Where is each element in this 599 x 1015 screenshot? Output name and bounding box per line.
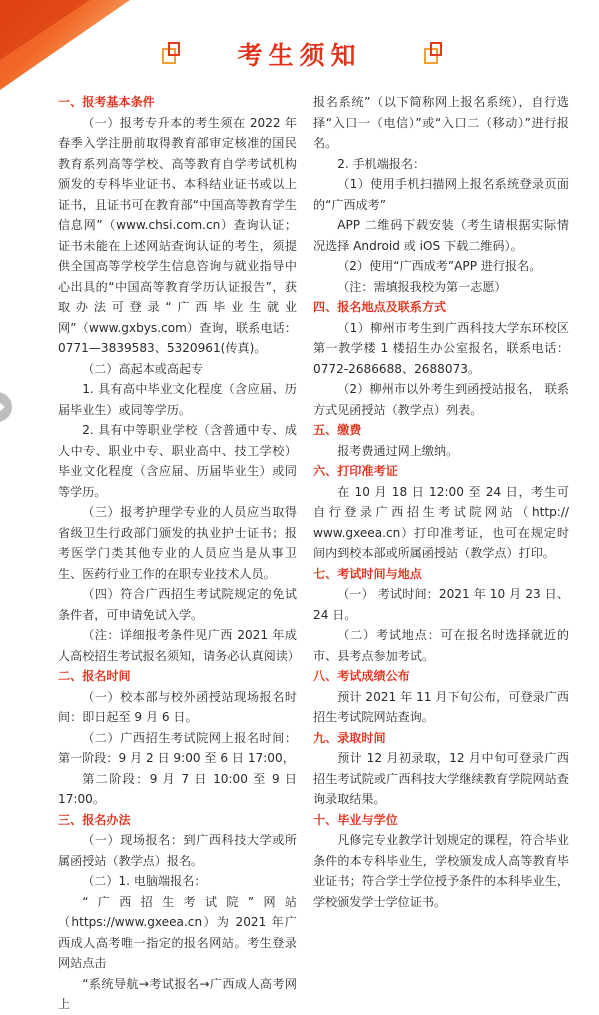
paragraph: 报名系统”（以下简称网上报名系统），自行选择“入口一（电信）”或“入口二（移动）”进行报名。 <box>313 95 569 150</box>
paragraph: （1）柳州市考生到广西科技大学东环校区第一教学楼 1 楼招生办公室报名，联系电话：0772-2686688、2688073。 <box>313 320 569 376</box>
paragraph: （四）符合广西招生考试院规定的免试条件者，可申请免试入学。 <box>58 587 297 622</box>
paragraph: 在 10 月 18 日 12:00 至 24 日，考生可自行登录广西招生考试院网站（http:// www.gxeea.cn）打印准考证，也可在规定时间内到校本部或所属函授站（教学点）打印。 <box>313 484 569 560</box>
paragraph: “广西招生考试院”网站（https://www.gxeea.cn）为 2021 年广西成人高考唯一指定的报名网站。考生登录网站点击 <box>58 894 297 970</box>
paragraph: （1）使用手机扫描网上报名系统登录页面的“广西成考” <box>313 177 569 212</box>
paragraph: 2. 手机端报名： <box>337 156 426 171</box>
paragraph: （一）现场报名：到广西科技大学或所属函授站（教学点）报名。 <box>58 833 297 868</box>
paragraph: （一）校本部与校外函授站现场报名时间：即日起至 9 月 6 日。 <box>58 689 297 724</box>
page-turn-tab[interactable] <box>0 392 12 422</box>
paragraph: （二）考试地点：可在报名时选择就近的市、县考点参加考试。 <box>313 628 569 663</box>
paragraph: 报考费通过网上缴纳。 <box>337 443 459 458</box>
paragraph: 预计 12 月初录取，12 月中旬可登录广西招生考试院或广西科技大学继续教育学院网站查询录取结果。 <box>313 751 569 806</box>
section-heading: 十、毕业与学位 <box>313 812 398 827</box>
section-heading: 六、打印准考证 <box>313 464 398 478</box>
section-heading: 五、缴费 <box>313 423 362 437</box>
section-heading: 八、考试成绩公布 <box>313 669 410 683</box>
paragraph: APP 二维码下载安装（考生请根据实际情况选择 Android 或 iOS 下载二维码）。 <box>313 218 569 253</box>
paragraph: 凡修完专业教学计划规定的课程，符合毕业条件的本专科毕业生，学校颁发成人高等教育毕业证书；符合学士学位授予条件的本科毕业生，学校颁发学士学位证书。 <box>313 833 569 909</box>
section-heading: 三、报名办法 <box>58 812 131 827</box>
paragraph: （一）报考专升本的考生须在 2022 年春季入学注册前取得教育部审定核准的国民教育系列高等学校、高等教育自学考试机构颁发的专科毕业证书、本科结业证书或以上证书，且证书可在教育部“中国高等教育学生信息网”（www.chsi.com.cn）查询认证；证书未能在上述网站查询认证的考生，须提供全国高等学校学生信息咨询与就业指导中心出具的“中国高等教育学历认证报告”，获取办法可登录“广西毕业生就业网”（www.gxbys.com）查询，联系电话：0771—3839583、5320961(传真)。 <box>58 115 297 355</box>
paragraph: （一） 考试时间：2021 年 10 月 23 日、24 日。 <box>313 587 569 622</box>
paragraph: 第二阶段：9 月 7 日 10:00 至 9 日 17:00。 <box>58 771 297 806</box>
left-column <box>58 92 300 1015</box>
page-title: 考生须知 <box>237 41 362 70</box>
paragraph: 1. 具有高中毕业文化程度（含应届、历届毕业生）或同等学历。 <box>58 382 297 417</box>
paragraph: 2. 具有中等职业学校（含普通中专、成人中专、职业中专、职业高中、技工学校） 毕业文化程度（含应届、历届毕业生）或同等学历。 <box>58 423 297 499</box>
paragraph: （注：详细报考条件见广西 2021 年成人高校招生考试报名须知，请务必认真阅读） <box>58 628 300 663</box>
section-heading: 二、报名时间 <box>58 669 131 683</box>
paragraph: （注：需填报我校为第一志愿） <box>337 279 507 294</box>
section-heading: 九、录取时间 <box>313 730 386 745</box>
paragraph: 预计 2021 年 11 月下旬公布，可登录广西招生考试院网站查询。 <box>313 689 569 724</box>
paragraph: （三）报考护理学专业的人员应当取得省级卫生行政部门颁发的执业护士证书；报考医学门类其他专业的人员应当是从事卫生、医药行业工作的在职专业技术人员。 <box>58 505 297 581</box>
paragraph: “系统导航→考试报名→广西成人高考网上 <box>58 976 297 1011</box>
section-heading: 四、报名地点及联系方式 <box>313 300 447 314</box>
paragraph: （二）1. 电脑端报名： <box>82 874 207 888</box>
right-column <box>313 92 569 912</box>
paragraph: （2）柳州市以外考生到函授站报名， 联系方式见函授站（教学点）列表。 <box>313 382 569 417</box>
paragraph: （2）使用“广西成考”APP 进行报名。 <box>337 259 542 273</box>
section-heading: 七、考试时间与地点 <box>313 566 422 581</box>
paragraph: （二）高起本或高起专 <box>82 361 204 376</box>
section-heading: 一、报考基本条件 <box>58 95 155 109</box>
paragraph: （二）广西招生考试院网上报名时间：第一阶段：9 月 2 日 9:00 至 6 日 17:00， <box>58 730 297 765</box>
